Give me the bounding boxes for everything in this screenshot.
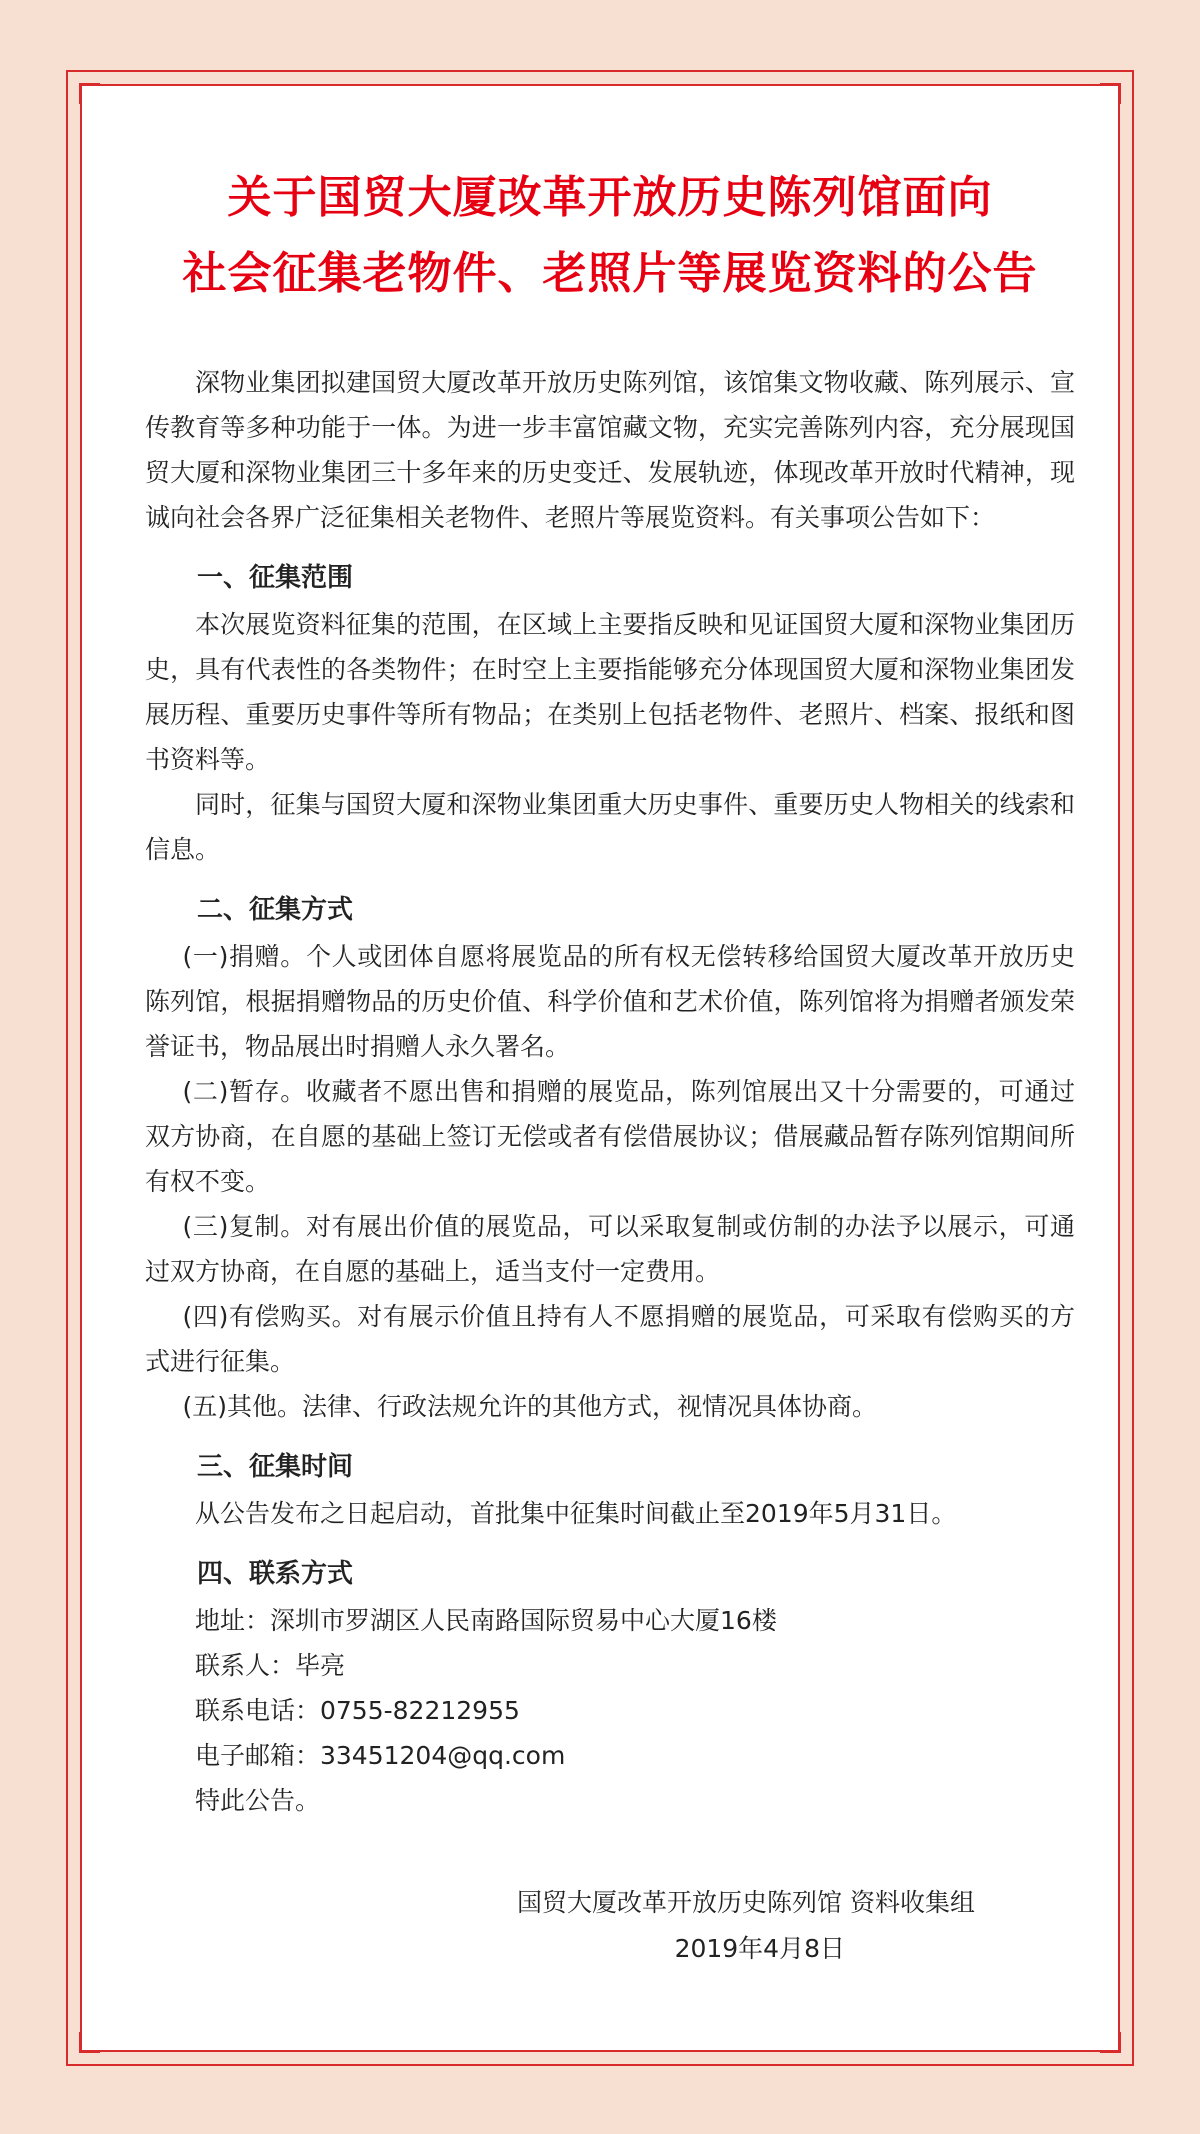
method-item-copy: (三)复制。对有展出价值的展览品，可以采取复制或仿制的办法予以展示，可通过双方协商，在自愿的基础上，适当支付一定费用。 — [145, 1212, 1075, 1286]
method-item-other: (五)其他。法律、行政法规允许的其他方式，视情况具体协商。 — [182, 1392, 878, 1421]
intro-paragraph: 深物业集团拟建国贸大厦改革开放历史陈列馆，该馆集文物收藏、陈列展示、宣传教育等多种功能于一体。为进一步丰富馆藏文物，充实完善陈列内容，充分展现国贸大厦和深物业集团三十多年来的历史变迁、发展轨迹，体现改革开放时代精神，现诚向社会各界广泛征集相关老物件、老照片等展览资料。有关事项公告如下： — [145, 368, 1075, 532]
contact-block — [145, 1598, 1075, 1823]
contact-address: 地址：深圳市罗湖区人民南路国际贸易中心大厦16楼 — [195, 1606, 777, 1635]
section-heading-contact: 四、联系方式 — [197, 1559, 354, 1589]
title-line-1: 关于国贸大厦改革开放历史陈列馆面向 — [227, 172, 993, 223]
time-paragraph: 从公告发布之日起启动，首批集中征集时间截止至2019年5月31日。 — [195, 1499, 957, 1528]
closing-text: 特此公告。 — [195, 1786, 321, 1815]
contact-phone: 联系电话：0755-82212955 — [195, 1696, 520, 1725]
signature-org: 国贸大厦改革开放历史陈列馆 资料收集组 — [517, 1888, 975, 1917]
corner-ornament-icon — [1100, 2032, 1134, 2066]
title-line-2: 社会征集老物件、老照片等展览资料的公告 — [182, 248, 1038, 299]
signature-block — [145, 1880, 1075, 1972]
scope-paragraph-2: 同时，征集与国贸大厦和深物业集团重大历史事件、重要历史人物相关的线索和信息。 — [145, 790, 1075, 864]
section-heading-scope: 一、征集范围 — [197, 563, 354, 593]
section-heading-time: 三、征集时间 — [197, 1452, 354, 1482]
corner-ornament-icon — [66, 70, 100, 104]
section-heading-method: 二、征集方式 — [197, 895, 354, 925]
notice-body — [145, 160, 1075, 1823]
corner-ornament-icon — [66, 2032, 100, 2066]
scope-paragraph: 本次展览资料征集的范围，在区域上主要指反映和见证国贸大厦和深物业集团历史，具有代表性的各类物件；在时空上主要指能够充分体现国贸大厦和深物业集团发展历程、重要历史事件等所有物品；在类别上包括老物件、老照片、档案、报纸和图书资料等。 — [145, 610, 1075, 774]
corner-ornament-icon — [1100, 70, 1134, 104]
contact-email: 电子邮箱：33451204@qq.com — [195, 1741, 566, 1770]
signature-date: 2019年4月8日 — [674, 1934, 845, 1963]
method-item-deposit: (二)暂存。收藏者不愿出售和捐赠的展览品，陈列馆展出又十分需要的，可通过双方协商，在自愿的基础上签订无偿或者有偿借展协议；借展藏品暂存陈列馆期间所有权不变。 — [145, 1077, 1075, 1196]
contact-person: 联系人：毕亮 — [195, 1651, 346, 1680]
method-item-purchase: (四)有偿购买。对有展示价值且持有人不愿捐赠的展览品，可采取有偿购买的方式进行征集。 — [145, 1302, 1075, 1376]
page-title — [145, 160, 1075, 312]
method-item-donation: (一)捐赠。个人或团体自愿将展览品的所有权无偿转移给国贸大厦改革开放历史陈列馆，根据捐赠物品的历史价值、科学价值和艺术价值，陈列馆将为捐赠者颁发荣誉证书，物品展出时捐赠人永久署名。 — [145, 942, 1075, 1061]
